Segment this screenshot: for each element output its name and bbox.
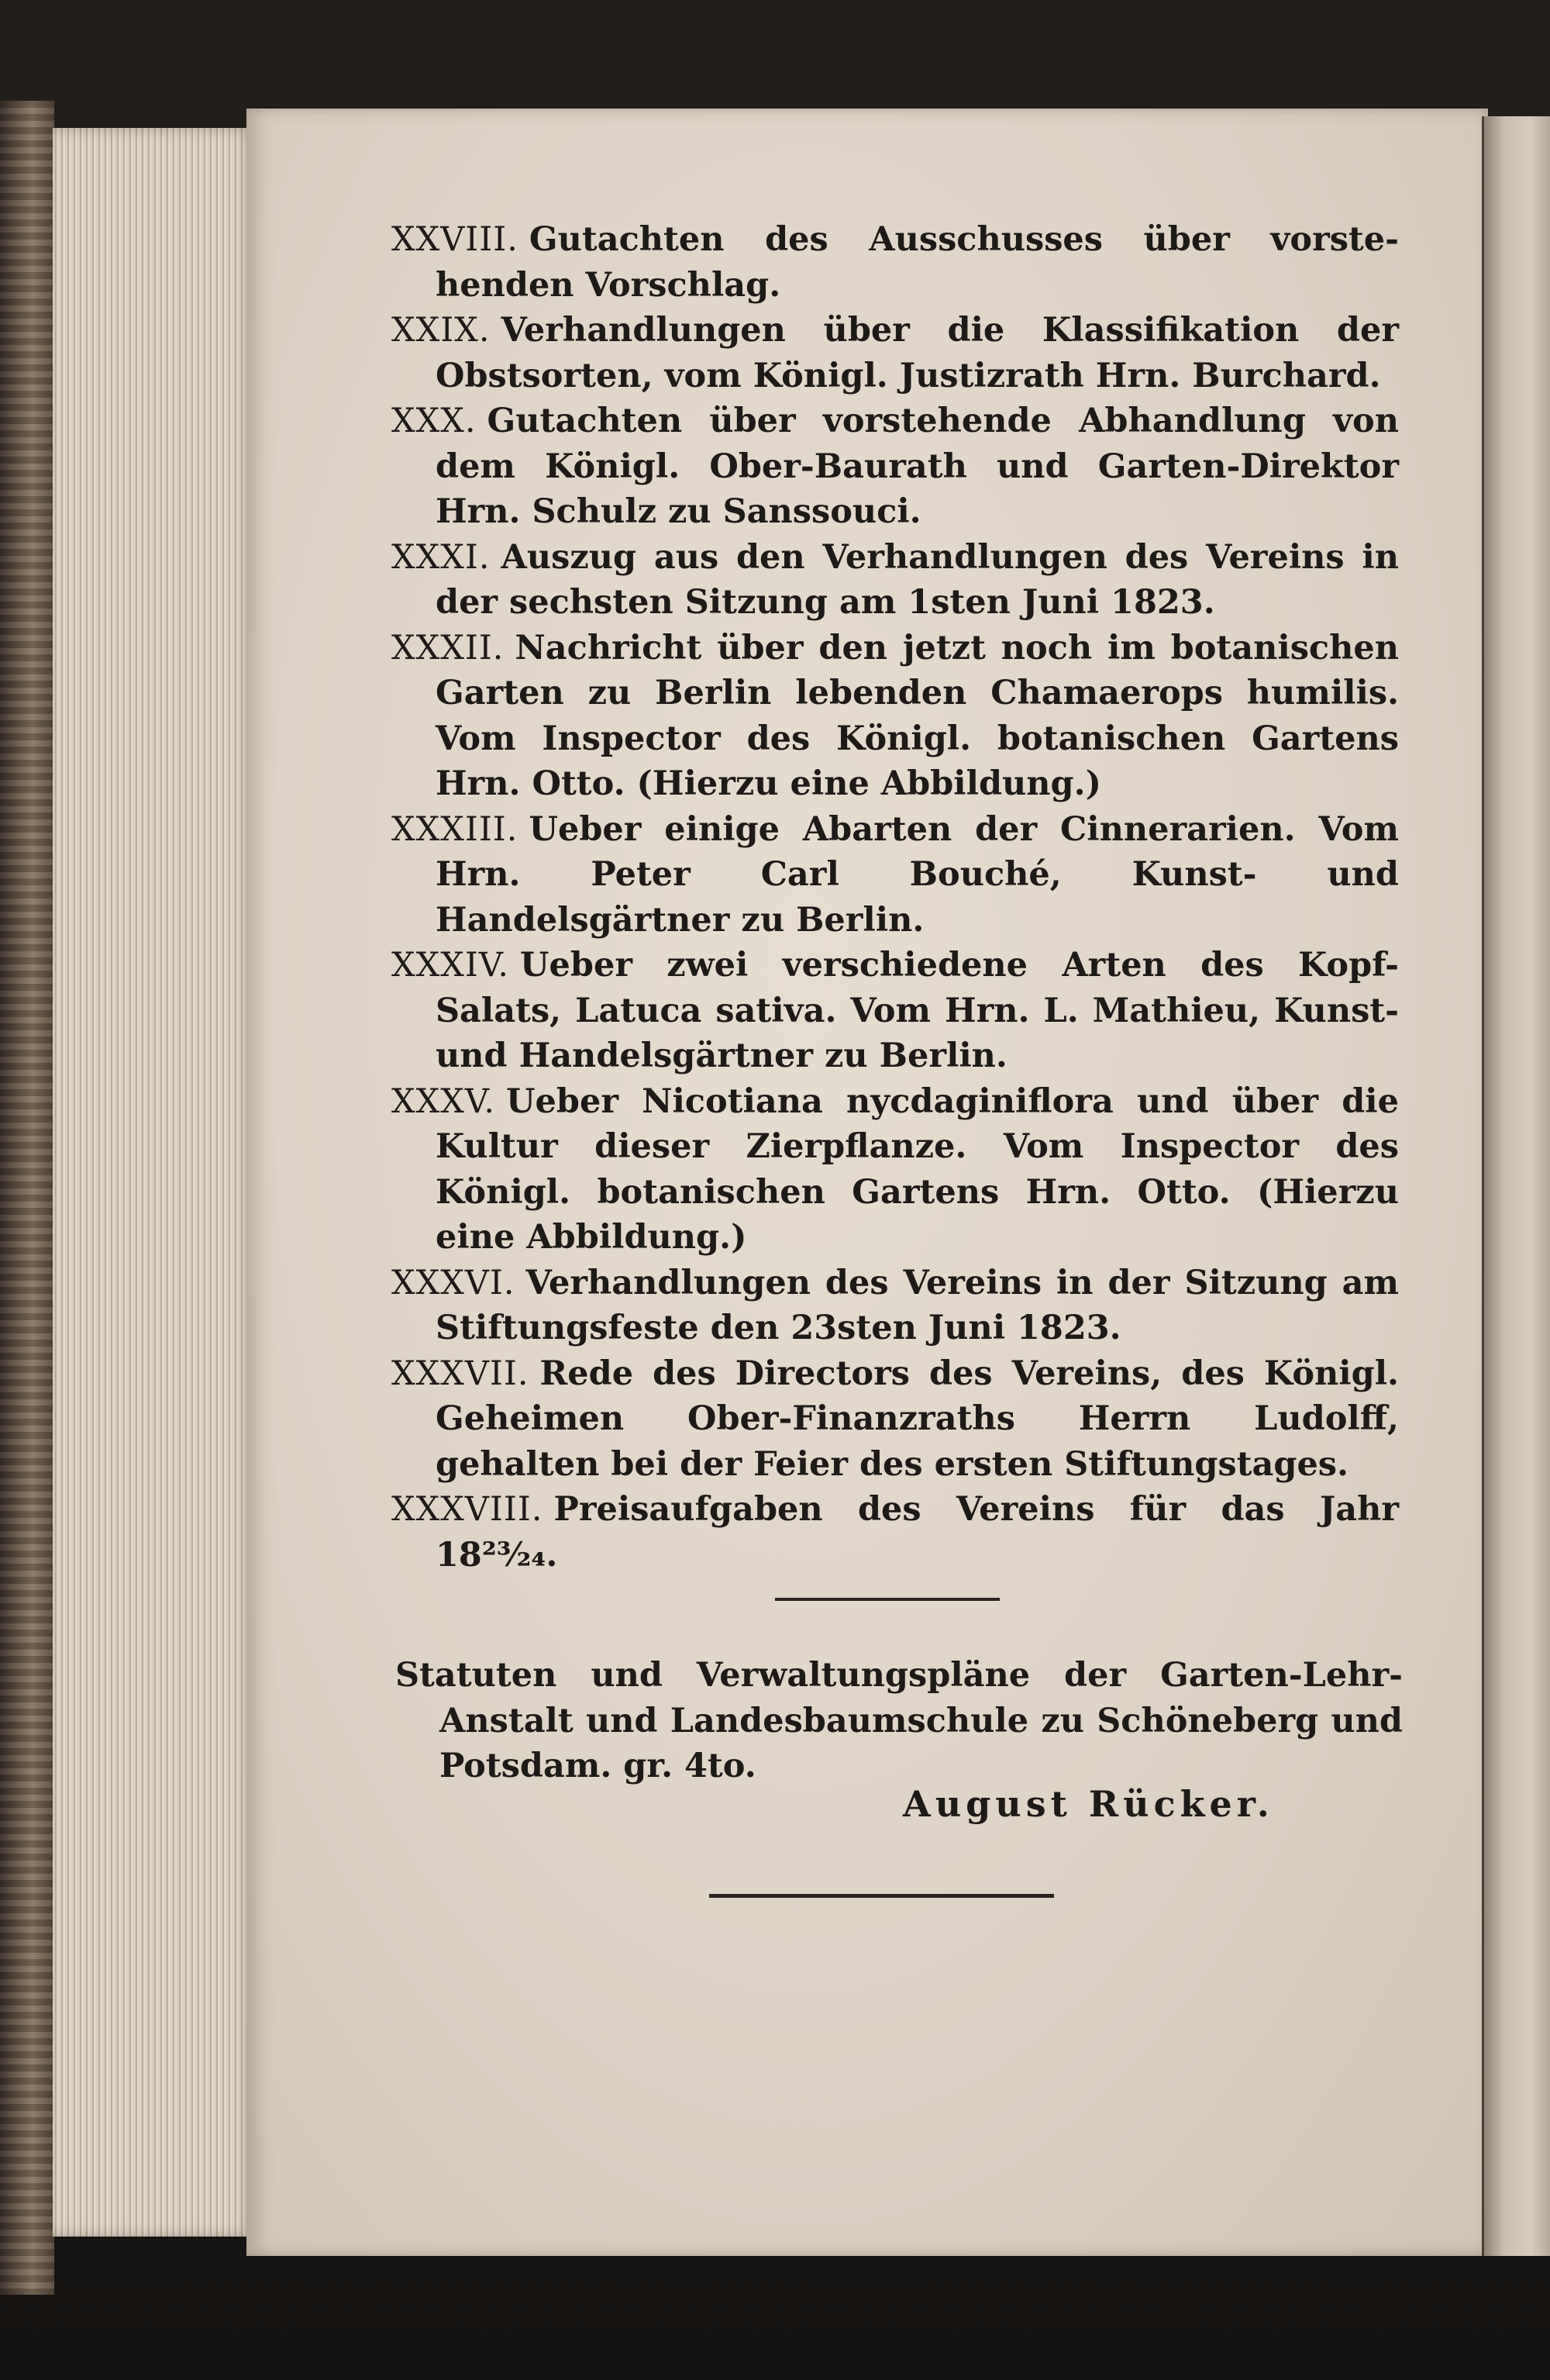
toc-entry	[391, 535, 1399, 626]
toc-entry	[391, 1351, 1399, 1488]
publication-notice	[395, 1653, 1403, 1789]
toc-entry	[391, 1487, 1399, 1578]
entry-number: XXXV.	[391, 1081, 496, 1121]
entry-number: XXXVI.	[391, 1263, 515, 1302]
toc-entry	[391, 943, 1399, 1079]
entry-text: Ueber einige Abarten der Cinnerarien. Vom Hrn. Peter Carl Bouché, Kunst- und Handelsgärtner zu Berlin.	[436, 809, 1399, 940]
toc-entry	[391, 1261, 1399, 1351]
toc-entry	[391, 626, 1399, 807]
entry-number: XXX.	[391, 402, 477, 440]
closing-rule	[709, 1894, 1054, 1898]
entry-text: Verhandlungen über die Klassifikation der Obstsorten, vom Königl. Justizrath Hrn. Burchard.	[436, 311, 1399, 395]
toc-entry	[391, 1079, 1399, 1261]
author-signature: August Rücker.	[903, 1783, 1274, 1825]
footer-text: Statuten und Verwaltungspläne der Garten-Lehr-Anstalt und Landesbaumschule zu Schöneberg und Potsdam. gr. 4to.	[395, 1656, 1403, 1785]
entry-number: XXXVIII.	[391, 1490, 543, 1529]
page-edges	[53, 128, 256, 2237]
entry-text: Rede des Directors des Vereins, des Königl. Geheimen Ober-Finanzraths Herrn Ludolff, gehalten bei der Feier des ersten Stiftungstages.	[436, 1354, 1399, 1484]
entry-text: Ueber Nicotiana nycdaginiflora und über die Kultur dieser Zierpflanze. Vom Inspector des Königl. botanischen Gartens Hrn. Otto. (Hierzu eine Abbildung.)	[436, 1081, 1399, 1257]
toc-entry	[391, 308, 1399, 398]
entry-text: Nachricht über den jetzt noch im botanischen Garten zu Berlin lebenden Chamaerops humilis. Vom Inspector des Königl. botanischen Gartens Hrn. Otto. (Hierzu eine Abbildung.)	[436, 628, 1399, 803]
entry-number: XXXII.	[391, 628, 505, 667]
toc-entry	[391, 398, 1399, 535]
divider-rule	[775, 1598, 1000, 1601]
entry-text: Verhandlungen des Vereins in der Sitzung am Stiftungsfeste den 23sten Juni 1823.	[436, 1263, 1399, 1347]
facing-page-edge	[1484, 116, 1550, 2256]
entry-number: XXXIII.	[391, 809, 518, 849]
table-of-contents	[391, 217, 1399, 1578]
entry-number: XXXIV.	[391, 946, 510, 985]
entry-text: Gutachten des Ausschusses über vorste-henden Vorschlag.	[436, 220, 1399, 305]
entry-text: Auszug aus den Verhandlungen des Vereins in der sechsten Sitzung am 1sten Juni 1823.	[436, 537, 1399, 622]
toc-entry	[391, 807, 1399, 943]
book-cover-edge	[0, 101, 54, 2295]
entry-number: XXXI.	[391, 537, 491, 577]
entry-number: XXIX.	[391, 311, 491, 350]
entry-text: Preisaufgaben des Vereins für das Jahr 18²³⁄₂₄.	[436, 1490, 1399, 1575]
entry-text: Gutachten über vorstehende Abhandlung von dem Königl. Ober-Baurath und Garten-Direktor Hrn. Schulz zu Sanssouci.	[436, 402, 1399, 531]
entry-number: XXXVII.	[391, 1354, 529, 1393]
entry-number: XXVIII.	[391, 220, 518, 259]
entry-text: Ueber zwei verschiedene Arten des Kopf-Salats, Latuca sativa. Vom Hrn. L. Mathieu, Kunst- und Handelsgärtner zu Berlin.	[436, 946, 1399, 1075]
toc-entry	[391, 217, 1399, 308]
